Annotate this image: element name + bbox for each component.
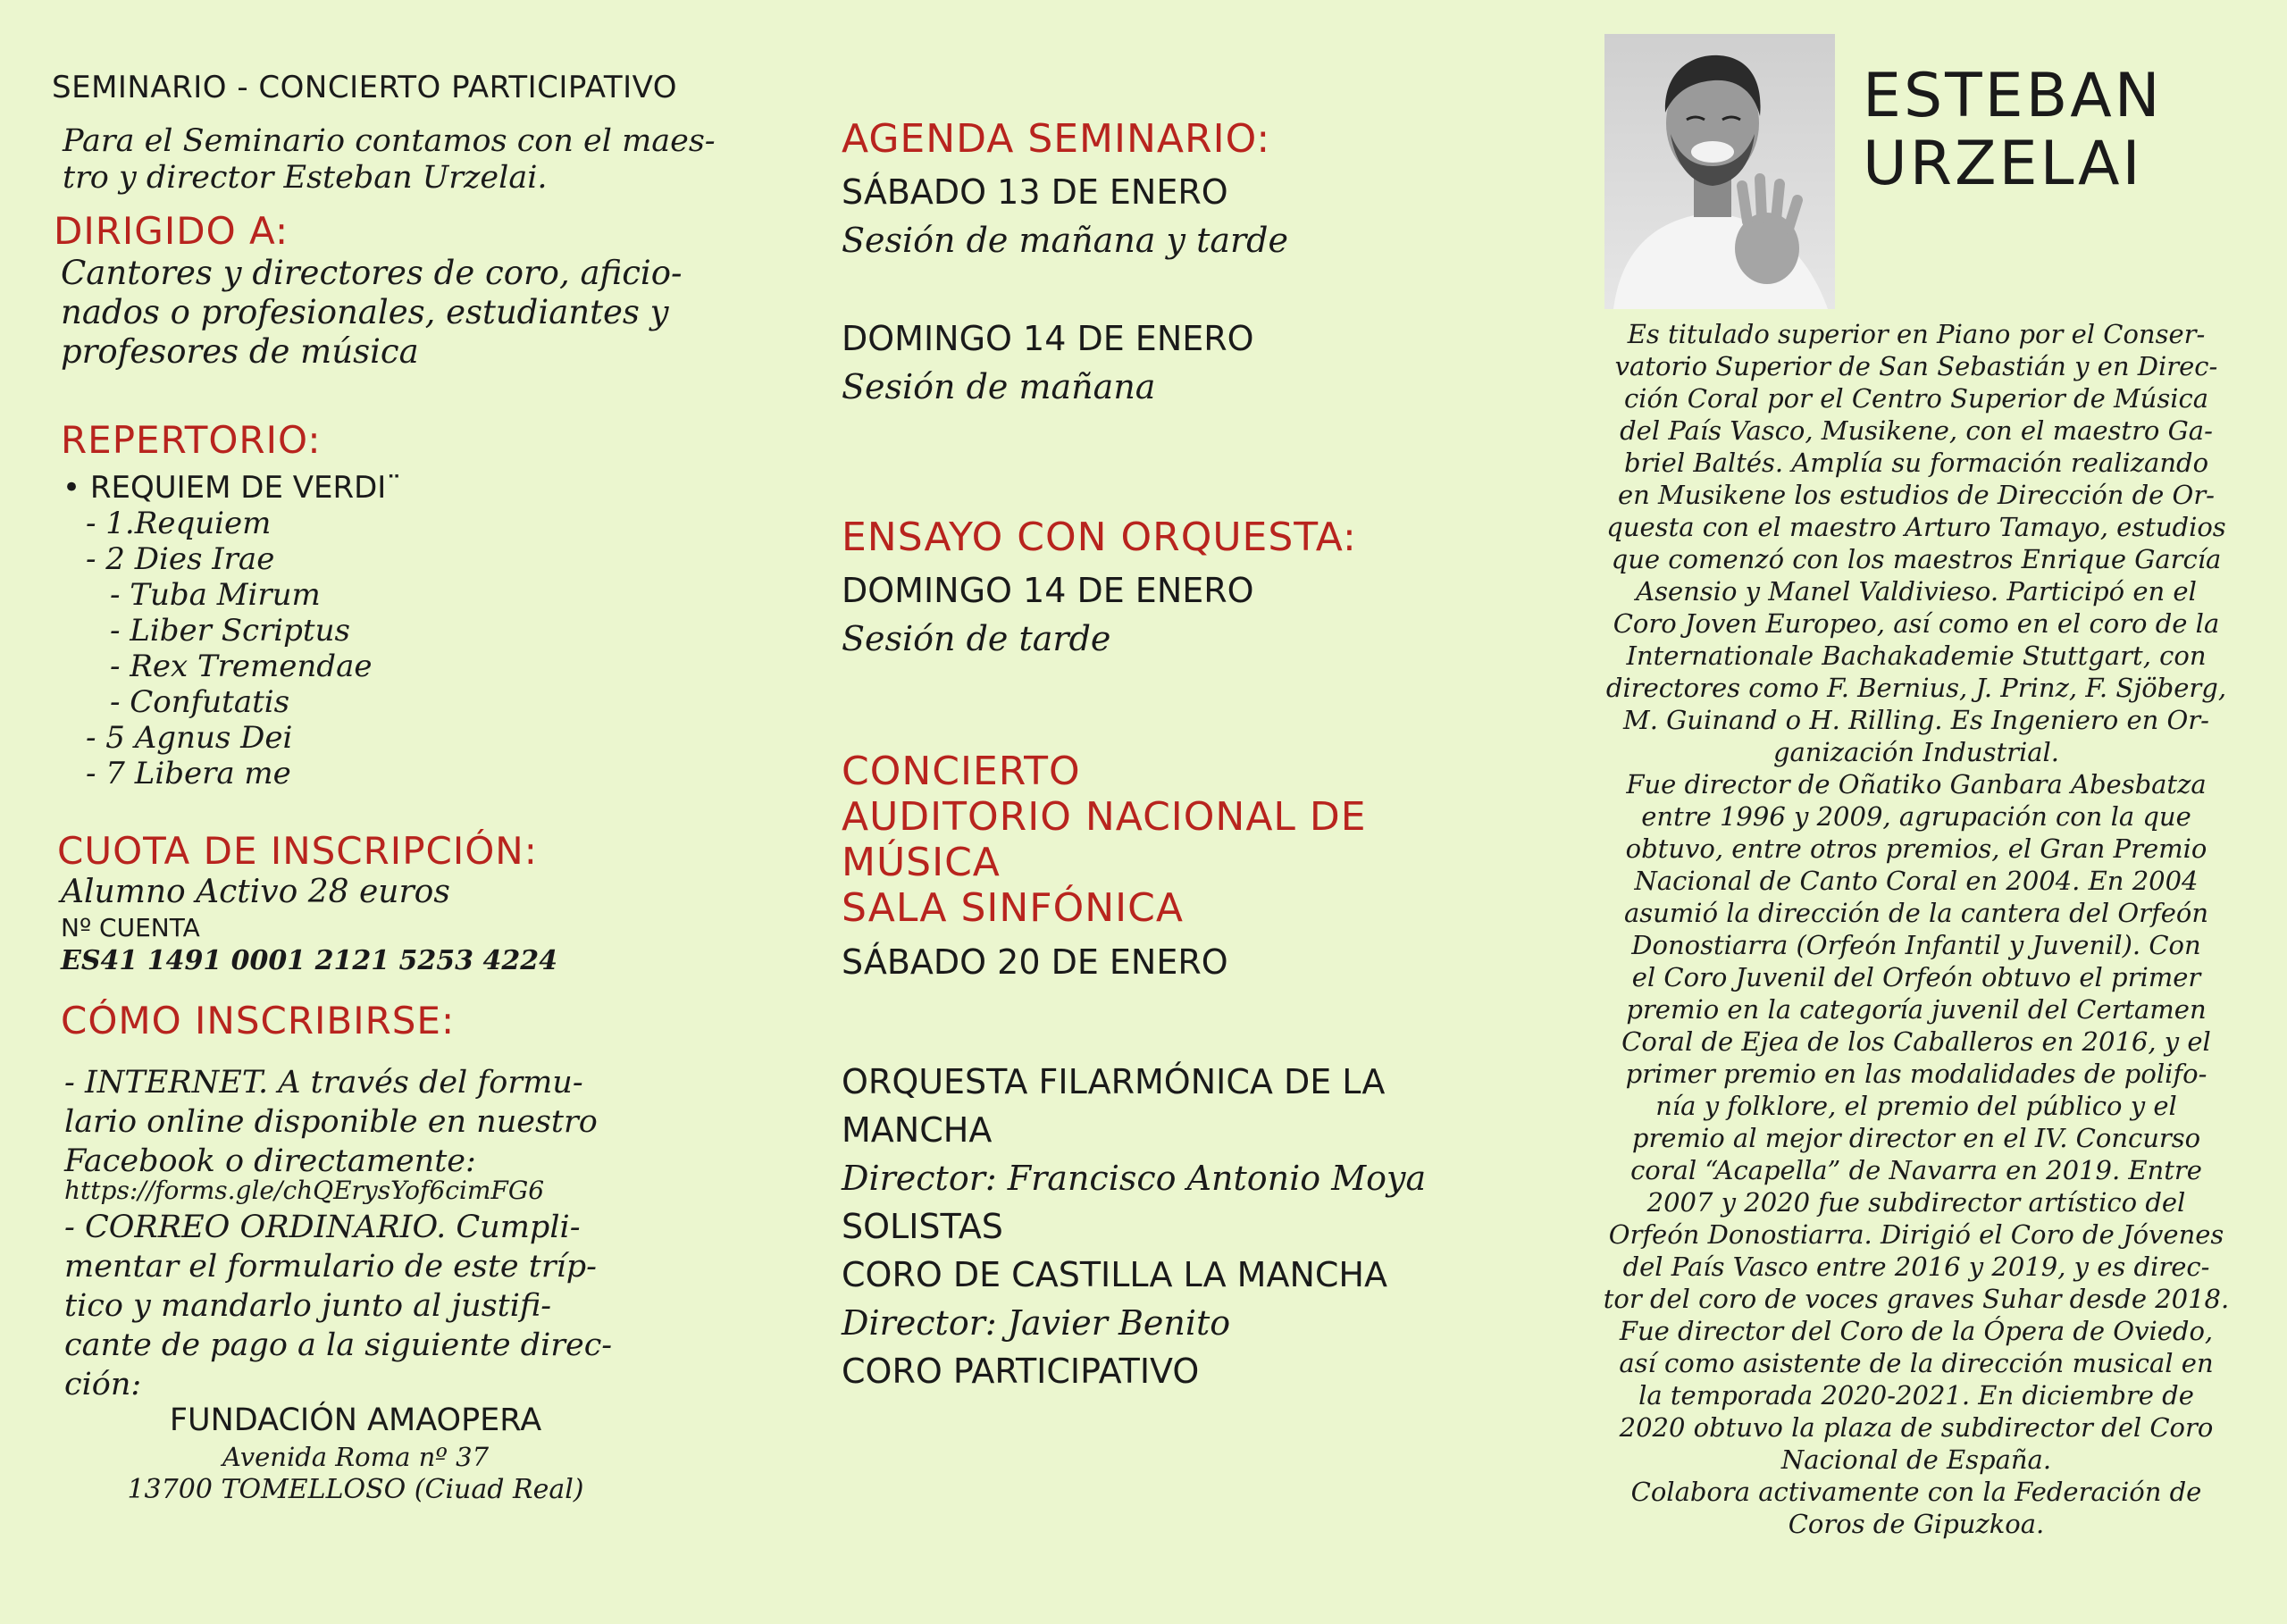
bio-line: premio al mejor director en el IV. Concurso (1631, 1123, 2201, 1153)
bio-line: Asensio y Manel Valdivieso. Participó en el (1636, 576, 2197, 607)
form-url-link[interactable]: https://forms.gle/chQErysYof6cimFG6 (64, 1176, 545, 1205)
conductor-name-line: ESTEBAN (1863, 61, 2163, 131)
repertorio-heading: REPERTORIO: (61, 418, 322, 462)
concierto-date: SÁBADO 20 DE ENERO (842, 942, 1228, 982)
orquesta-line: ORQUESTA FILARMÓNICA DE LA (842, 1062, 1386, 1101)
coro-director: Director: Javier Benito (842, 1303, 1231, 1343)
cuota-heading: CUOTA DE INSCRIPCIÓN: (57, 829, 538, 873)
bio-line: premio en la categoría juvenil del Certamen (1626, 994, 2207, 1025)
internet-line: Facebook o directamente: (64, 1143, 476, 1179)
conductor-photo (1604, 34, 1835, 309)
bio-line: briel Baltés. Amplía su formación realizando (1623, 448, 2209, 478)
cuota-iban: ES41 1491 0001 2121 5253 4224 (61, 945, 557, 976)
list-item: - Confutatis (110, 684, 290, 720)
conductor-portrait-image (1604, 34, 1835, 309)
cuota-fee: Alumno Activo 28 euros (61, 874, 450, 910)
agenda-sun14: DOMINGO 14 DE ENERO (842, 319, 1254, 358)
list-item: - Liber Scriptus (110, 613, 350, 649)
agenda-sat13: SÁBADO 13 DE ENERO (842, 172, 1228, 212)
bio-line: nía y folklore, el premio del público y el (1655, 1091, 2177, 1121)
bio-line: Fue director de Oñatiko Ganbara Abesbatza (1626, 769, 2207, 799)
correo-text (64, 1208, 770, 1404)
correo-line: mentar el formulario de este tríp- (64, 1249, 597, 1285)
bio-line: Coral de Ejea de los Caballeros en 2016, y el (1621, 1026, 2211, 1057)
bio-line: obtuvo, entre otros premios, el Gran Premio (1625, 833, 2207, 864)
conductor-bio (1563, 318, 2269, 1540)
cuota-cuenta-label: Nº CUENTA (61, 913, 200, 942)
correo-line: tico y mandarlo junto al justifi- (64, 1288, 552, 1324)
bio-line: primer premio en las modalidades de polifo- (1625, 1059, 2207, 1089)
seminar-title: SEMINARIO - CONCIERTO PARTICIPATIVO (52, 70, 678, 105)
list-item: - 2 Dies Irae (86, 541, 275, 577)
bio-line: tor del coro de voces graves Suhar desde 2018. (1603, 1284, 2230, 1314)
dirigido-line: Cantores y directores de coro, aficio- (61, 254, 683, 292)
repertorio-list (52, 470, 401, 791)
intro-text (63, 123, 759, 197)
concierto-line: SALA SINFÓNICA (842, 885, 1184, 931)
orquesta-line: MANCHA (842, 1110, 993, 1150)
ensayo-heading: ENSAYO CON ORQUESTA: (842, 515, 1357, 560)
bio-line: la temporada 2020-2021. En diciembre de (1638, 1380, 2194, 1411)
agenda-sun14-session: Sesión de mañana (842, 367, 1156, 406)
address-city: 13700 TOMELLOSO (Ciuad Real) (127, 1474, 584, 1505)
conductor-name-line: URZELAI (1863, 129, 2143, 199)
ensayo-session: Sesión de tarde (842, 619, 1111, 658)
bio-line: 2020 obtuvo la plaza de subdirector del Coro (1619, 1412, 2214, 1443)
list-item: - Tuba Mirum (110, 577, 321, 613)
coro-participativo: CORO PARTICIPATIVO (842, 1352, 1200, 1391)
bio-line: Es titulado superior en Piano por el Conser- (1627, 319, 2206, 349)
dirigido-line: profesores de música (61, 332, 419, 371)
bio-line: del País Vasco, Musikene, con el maestro Ga- (1620, 415, 2213, 446)
ensayo-date: DOMINGO 14 DE ENERO (842, 571, 1254, 610)
bio-line: Coros de Gipuzkoa. (1788, 1509, 2045, 1539)
como-heading: CÓMO INSCRIBIRSE: (61, 999, 456, 1042)
bio-line: Nacional de Canto Coral en 2004. En 2004 (1634, 866, 2199, 896)
dirigido-line: nados o profesionales, estudiantes y (61, 293, 669, 331)
bio-line: coral “Acapella” de Navarra en 2019. Entre (1630, 1155, 2202, 1185)
agenda-sat13-session: Sesión de mañana y tarde (842, 221, 1288, 260)
concierto-line: CONCIERTO (842, 749, 1081, 794)
solistas: SOLISTAS (842, 1207, 1003, 1246)
bio-line: ción Coral por el Centro Superior de Música (1623, 383, 2209, 414)
orquesta-director: Director: Francisco Antonio Moya (842, 1159, 1427, 1198)
conductor-name (1863, 63, 2163, 198)
agenda-heading: AGENDA SEMINARIO: (842, 116, 1271, 162)
bio-line: Fue director del Coro de la Ópera de Oviedo, (1619, 1316, 2214, 1346)
bio-line: así como asistente de la dirección musical en (1619, 1348, 2214, 1378)
bio-line: en Musikene los estudios de Dirección de Or- (1618, 480, 2215, 510)
list-item: - 7 Libera me (86, 756, 291, 791)
dirigido-text (61, 254, 767, 372)
dirigido-heading: DIRIGIDO A: (54, 209, 289, 253)
bio-line: del País Vasco entre 2016 y 2019, y es direc- (1622, 1251, 2210, 1282)
bio-line: entre 1996 y 2009, agrupación con la que (1641, 801, 2191, 832)
internet-line: - INTERNET. A través del formu- (64, 1065, 583, 1101)
list-item: - Rex Tremendae (110, 649, 373, 684)
concierto-line: AUDITORIO NACIONAL DE (842, 794, 1367, 840)
bio-line: Colabora activamente con la Federación de (1630, 1477, 2202, 1507)
internet-line: lario online disponible en nuestro (64, 1104, 598, 1140)
bio-line: directores como F. Bernius, J. Prinz, F. Sjöberg, (1605, 673, 2227, 703)
orquesta-name (842, 1058, 1385, 1154)
coro-name: CORO DE CASTILLA LA MANCHA (842, 1255, 1387, 1294)
bio-line: que comenzó con los maestros Enrique García (1611, 544, 2222, 574)
bio-line: Orfeón Donostiarra. Dirigió el Coro de Jóvenes (1608, 1219, 2224, 1250)
concierto-heading (842, 749, 1367, 931)
internet-text (64, 1063, 770, 1181)
bio-line: 2007 y 2020 fue subdirector artístico del (1646, 1187, 2186, 1218)
bio-line: Internationale Bachakademie Stuttgart, con (1626, 640, 2207, 671)
bio-line: asumió la dirección de la cantera del Orfeón (1623, 898, 2209, 928)
address-street: Avenida Roma nº 37 (222, 1442, 490, 1472)
list-item: - 1.Requiem (86, 506, 272, 541)
correo-line: - CORREO ORDINARIO. Cumpli- (64, 1210, 581, 1245)
bio-line: Nacional de España. (1780, 1444, 2052, 1475)
bio-line: ganización Industrial. (1772, 737, 2060, 767)
list-item: - 5 Agnus Dei (86, 720, 293, 756)
bio-line: questa con el maestro Arturo Tamayo, estudios (1606, 512, 2226, 542)
bio-line: el Coro Juvenil del Orfeón obtuvo el primer (1631, 962, 2201, 992)
bio-line: M. Guinand o H. Rilling. Es Ingeniero en Or- (1623, 705, 2209, 735)
bio-line: vatorio Superior de San Sebastián y en Direc- (1614, 351, 2218, 381)
intro-line: tro y director Esteban Urzelai. (63, 160, 548, 196)
bio-line: Donostiarra (Orfeón Infantil y Juvenil). Con (1631, 930, 2201, 960)
correo-line: ción: (64, 1367, 142, 1402)
correo-line: cante de pago a la siguiente direc- (64, 1327, 613, 1363)
bio-line: Coro Joven Europeo, así como en el coro de la (1613, 608, 2220, 639)
list-item: • REQUIEM DE VERDI¨ (63, 470, 402, 506)
intro-line: Para el Seminario contamos con el maes- (63, 123, 716, 159)
address-name: FUNDACIÓN AMAOPERA (169, 1402, 542, 1438)
concierto-line: MÚSICA (842, 840, 1001, 885)
